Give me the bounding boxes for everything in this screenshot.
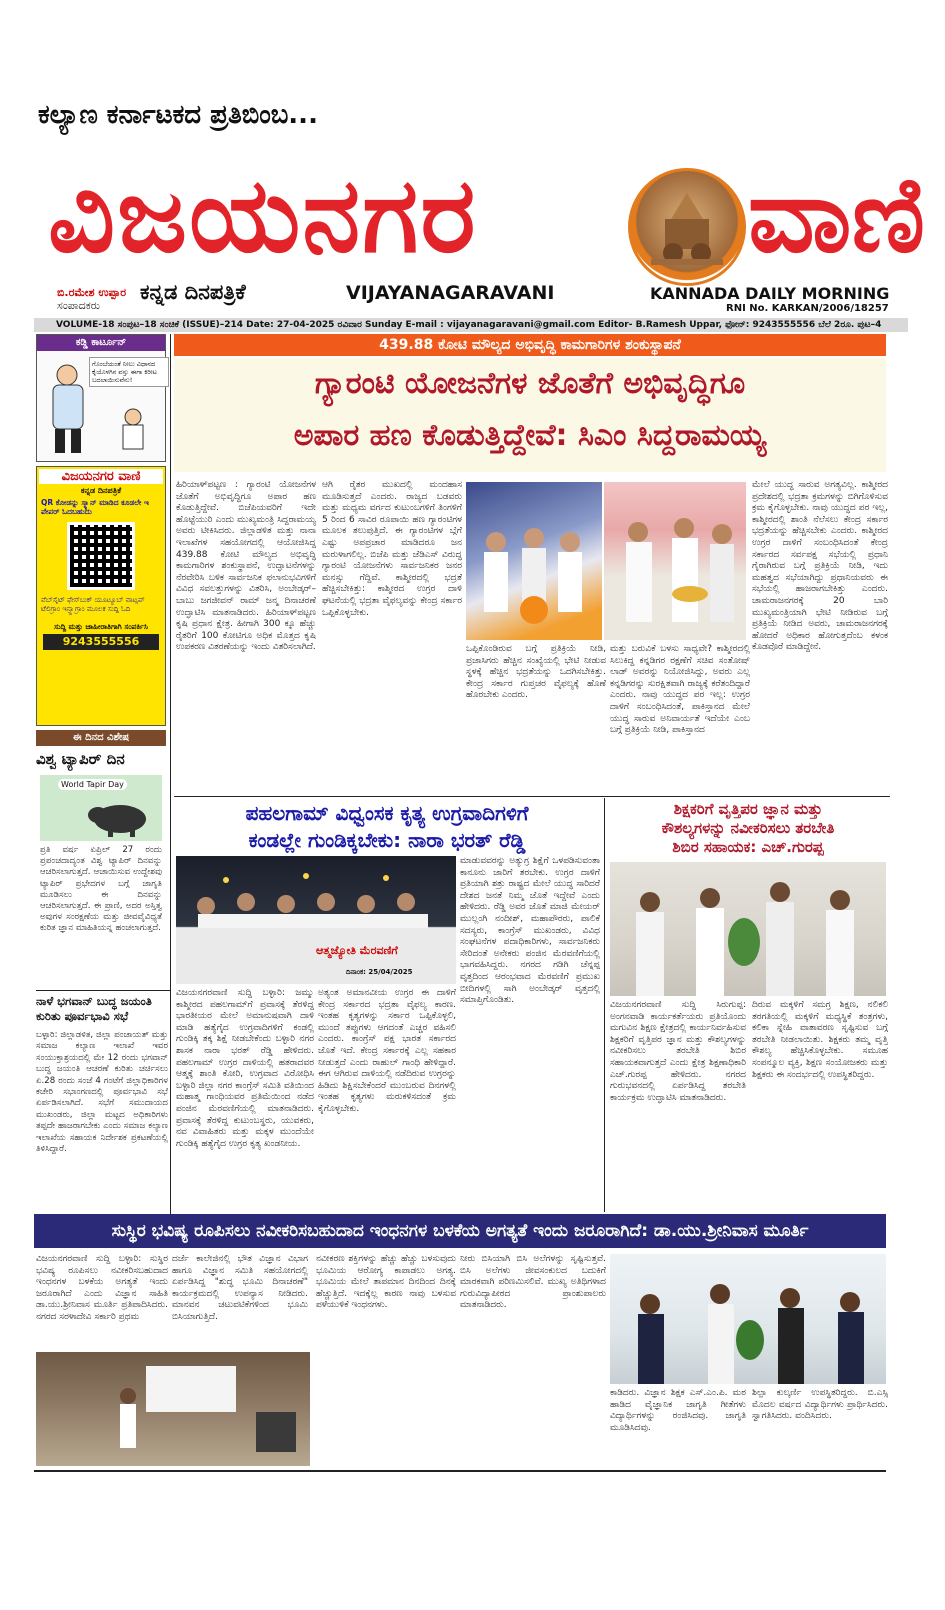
lead-column-1: ಹಿರಿಯಾಳ್‌ಪಟ್ಟಣ : ಗ್ಯಾರಂಟಿ ಯೋಜನೆಗಳ ಜೊತೆಗೆ ಅಭಿವೃದ್ಧಿಗೂ ಅಪಾರ ಹಣ ಕೊಡುತ್ತಿದ್ದೇವೆ. ಬಿಜೆಪಿಯವರಿಗೆ ಇದೇ ಹೊಟ್ಟೆಯುರಿ ಎಂದು ಮುಖ್ಯಮಂತ್ರಿ ಸಿದ್ದರಾಮಯ್ಯ ಅವರು ಟೀಕಿಸಿದರು. ಜಿಲ್ಲಾಡಳಿತ ಮತ್ತು ನಾನಾ ಇಲಾಖೆಗಳ ಸಹಯೋಗದಲ್ಲಿ ಆಯೋಜಿಸಿದ್ದ 439.88 ಕೋಟಿ ಮೌಲ್ಯದ ಅಭಿವೃದ್ಧಿ ಕಾಮಗಾರಿಗಳ ಶಂಕುಸ್ಥಾಪನೆ, ಉದ್ಘಾಟನೆಗಳನ್ನು ನೆರವೇರಿಸಿ ಬಳಿಕ ಸಾರ್ವಜನಿಕ ಫಲಾನುಭವಿಗಳಿಗೆ ವಿವಿಧ ಸವಲತ್ತುಗಳನ್ನು ವಿತರಿಸಿ, ಅಂಬೇಡ್ಕರ್–ಬಾಬು ಜಗಜೀವನ್ ರಾಮ್ ಜನ್ಮ ದಿನಾಚರಣೆ ಉದ್ಘಾಟಿಸಿ ಮಾತನಾಡಿದರು. ಹಿರಿಯಾಳ್‌ಪಟ್ಟಣ ಕೃಷಿ ಪ್ರಧಾನ ಕ್ಷೇತ್ರ. ಹೀಗಾಗಿ 300 ಕ್ಕೂ ಹೆಚ್ಚು ರೈತರಿಗೆ 100 ಕೋಟಿಗೂ ಅಧಿಕ ಮೊತ್ತದ ಕೃಷಿ ಉಪಕರಣ ವಿತರಣೆಯನ್ನು ಇಂದು ವಿತರಿಸಲಾಗಿದೆ. xyxy=(176,480,316,653)
ad-contact-label: ಸುದ್ದಿ ಮತ್ತು ಜಾಹೀರಾತಿಗಾಗಿ ಸಂಪರ್ಕಿಸಿ xyxy=(54,622,148,631)
teachers-column-a: ವಿಜಯನಗರವಾಣಿ ಸುದ್ದಿ ಸಿರುಗುಪ್ಪ: ಅಂಗನವಾಡಿ ಕಾರ್ಯಕರ್ತೆಯರು ಪ್ರತಿಯೊಂದು ಮಗುವಿನ ಶಿಕ್ಷಣ ಕ್ಷೇತ್ರದಲ್ಲಿ ಕಾರ್ಯನಿರ್ವಹಿಸುವ ಶಿಕ್ಷಕರಿಗೆ ವೃತ್ತಿಪರ ಜ್ಞಾನ ಮತ್ತು ಕೌಶಲ್ಯಗಳನ್ನು ನವೀಕರಿಸಲು ತರಬೇತಿ ಶಿಬಿರ ಸಹಾಯಕವಾಗುತ್ತದೆ ಎಂದು ಕ್ಷೇತ್ರ ಶಿಕ್ಷಣಾಧಿಕಾರಿ ಎಚ್.ಗುರಪ್ಪ ಹೇಳಿದರು. ನಗರದ ಗುರುಭವನದಲ್ಲಿ ಏರ್ಪಡಿಸಿದ್ದ ತರಬೇತಿ ಕಾರ್ಯಕ್ರಮ ಉದ್ಘಾಟಿಸಿ ಮಾತನಾಡಿದರು. xyxy=(610,1000,746,1103)
tagline: ಕಲ್ಯಾಣ ಕರ್ನಾಟಕದ ಪ್ರತಿಬಿಂಬ... xyxy=(38,100,318,130)
divider xyxy=(36,990,170,991)
special-day-heading: ಈ ದಿನದ ವಿಶೇಷ xyxy=(72,732,130,743)
lecture-hall-icon xyxy=(36,1352,310,1466)
pahalgam-headline-1: ಪಹಲಗಾಮ್ ವಿಧ್ವಂಸಕ ಕೃತ್ಯ ಉಗ್ರವಾದಿಗಳಿಗೆ xyxy=(245,801,529,825)
teachers-headline-1: ಶಿಕ್ಷಕರಿಗೆ ವೃತ್ತಿಪರ ಜ್ಞಾನ ಮತ್ತು xyxy=(673,800,823,818)
daily-english-sub: KANNADA DAILY MORNING xyxy=(650,284,890,303)
bottom-column-3: ನವೀಕರಣ ಶಕ್ತಿಗಳನ್ನು ಹೆಚ್ಚು ಹೆಚ್ಚು ಬಳಸುವುದು ಭೂಮಿಯ ಆರೋಗ್ಯ ಕಾಪಾಡಲು ಅಗತ್ಯ. ಭೂಮಿಯ ಮೇಲೆ ತಾಪಮಾನ ದಿನದಿಂದ ದಿನಕ್ಕೆ ಹೆಚ್ಚುತ್ತಿದೆ. ಇದಕ್ಕೆಲ್ಲ ಕಾರಣ ನಾವು ಬಳಸುವ ಪಳೆಯುಳಿಕೆ ಇಂಧನಗಳು. xyxy=(316,1254,456,1311)
lead-headline-box xyxy=(174,358,886,472)
rni-number: RNI No. KARKAN/2006/18257 xyxy=(726,303,889,314)
editor-name: ಬಿ.ರಮೇಶ ಉಪ್ಪಾರ xyxy=(57,286,127,299)
special-day-text: ಪ್ರತಿ ವರ್ಷ ಏಪ್ರಿಲ್ 27 ರಂದು ಪ್ರಪಂಚದಾದ್ಯಂತ ವಿಶ್ವ ಟ್ಯಾಪಿರ್ ದಿನವನ್ನು ಆಚರಿಸಲಾಗುತ್ತದೆ. ಆಚಾಯಿಸುವ ಉದ್ದೇಶವು ಟ್ಯಾಪಿರ್ ಪ್ರಭೇದಗಳ ಬಗ್ಗೆ ಜಾಗೃತಿ ಮೂಡಿಸಲು ಈ ದಿನವನ್ನು ಆಚರಿಸಲಾಗುತ್ತದೆ. ಈ ಪ್ರಾಣಿ, ಅದರ ಅಸ್ತಿತ್ವ ಅವುಗಳ ಸಂರಕ್ಷಣೆಯ ಮತ್ತು ಜೀವವೈವಿಧ್ಯತೆ ಕುರಿತ ಜ್ಞಾನ ಮಾಹಿತಿಯನ್ನ ಹಂಚಲಾಗುತ್ತದೆ. xyxy=(40,845,162,934)
buddha-headline: ನಾಳೆ ಭಗವಾನ್ ಬುದ್ಧ ಜಯಂತಿ ಕುರಿತು ಪೂರ್ವಭಾವಿ ಸಭೆ xyxy=(36,994,152,1023)
plant-ceremony-icon xyxy=(610,1254,886,1384)
lead-headline-1: ಗ್ಯಾರಂಟಿ ಯೋಜನೆಗಳ ಜೊತೆಗೆ ಅಭಿವೃದ್ಧಿಗೂ xyxy=(314,366,746,401)
special-day-head-bar xyxy=(36,730,166,746)
lead-column-4: ಮತ್ತು ಬರುವಿಕೆ ಬಳಸು ಸಾಧ್ಯವೇ? ಕಾಶ್ಮೀರದಲ್ಲಿ ಸಿಲುಕಿದ್ದ ಕನ್ನಡಿಗರ ರಕ್ಷಣೆಗೆ ಸಚಿವ ಸಂತೋಷ್ ಲಾಡ್ ಅವರನ್ನು ನಿಯೋಜಿಸಿದ್ದು, ಅವರು ಎಲ್ಲ ಕನ್ನಡಿಗರನ್ನು ಸುರಕ್ಷಿತವಾಗಿ ರಾಜ್ಯಕ್ಕೆ ಕರೆತಂದಿದ್ದಾರೆ ಎಂದರು. ನಾವು ಯುದ್ಧದ ಪರ ಇಲ್ಲ: ಉಗ್ರರ ದಾಳಿಗೆ ಸಂಬಂಧಿಸಿದಂತೆ, ಪಾಕಿಸ್ತಾನದ ಮೇಲೆ ಯುದ್ಧ ಸಾರುವ ಅನಿವಾರ್ಯತೆ ಇದೆಯೇ ಎಂಬ ಬಗ್ಗೆ ಪ್ರತಿಕ್ರಿಯೆ ನೀಡಿ, ಪಾಕಿಸ್ತಾನದ xyxy=(610,644,750,736)
column-divider xyxy=(604,798,605,1212)
lead-photo-2 xyxy=(604,482,746,640)
people-photo-icon-2 xyxy=(604,482,746,640)
bottom-column-4: ನೀರು ಬಿಸಿಯಾಗಿ ಬಿಸಿ ಅಲೆಗಳನ್ನು ಸೃಷ್ಟಿಸುತ್ತವೆ. ಬಿಸಿ ಅಲೆಗಳು ಜೀವಸಂಕುಲದ ಬದುಕಿಗೆ ಮಾರಕವಾಗಿ ಪರಿಣಮಿಸಲಿವೆ. ಮುಖ್ಯ ಅತಿಥಿಗಳಾದ ಗುರುವಿದ್ಯಾಪೀಠದ ಪ್ರಾಂಶುಪಾಲರು ಮಾತನಾಡಿದರು. xyxy=(460,1254,606,1311)
pahalgam-column-a: ವಿಜಯನಗರವಾಣಿ ಸುದ್ದಿ ಬಳ್ಳಾರಿ: ಜಮ್ಮು ಕಾಶ್ಮೀರದ ಪಹಲಗಾಮ್‌ಗೆ ಪ್ರವಾಸಕ್ಕೆ ತೆರಳಿದ್ದ ಭಾರತೀಯರ ಮೇಲೆ ಅಮಾನುಷವಾಗಿ ದಾಳಿ ಮಾಡಿ ಹತ್ಯೆಗೈದ ಉಗ್ರವಾದಿಗಳಿಗೆ ಕಂಡಲ್ಲಿ ಗುಂಡಿಕ್ಕಿ ತಕ್ಕ ಶಿಕ್ಷೆ ನೀಡಬೇಕೆಂದು ಬಳ್ಳಾರಿ ನಗರ ಶಾಸಕ ನಾರಾ ಭರತ್ ರೆಡ್ಡಿ ಹೇಳಿದರು. ಪಹಲಗಾಮ್ ಉಗ್ರರ ದಾಳಿಯಲ್ಲಿ ಹತರಾದವರ ಆತ್ಮಕ್ಕೆ ಶಾಂತಿ ಕೋರಿ, ಉಗ್ರವಾದ ವಿರೋಧಿಸಿ ಬಳ್ಳಾರಿ ಜಿಲ್ಲಾ ನಗರ ಕಾಂಗ್ರೆಸ್ ಸಮಿತಿ ವತಿಯಿಂದ ಮಹಾತ್ಮ ಗಾಂಧಿಯವರ ಪ್ರತಿಮೆಯಿಂದ ನಡೆದ ಪಂಜಿನ ಮೆರವಣಿಗೆಯಲ್ಲಿ ಮಾತನಾಡಿದರು. ಪ್ರವಾಸಕ್ಕೆ ತೆರಳಿದ್ದ ಕುಟುಂಬಸ್ಥರು, ಯುವಕರು, ನವ ವಿವಾಹಿತರು ಮತ್ತು ಮಕ್ಕಳ ಮುಂದೆಯೇ ಗುಂಡಿಕ್ಕಿ ಹತ್ಯೆಗೈದ ಉಗ್ರರ ಕೃತ್ಯ ಖಂಡನೀಯ. xyxy=(176,988,314,1149)
info-bar: VOLUME-18 ಸಂಪುಟ–18 ಸಂಚಿಕೆ (ISSUE)–214 Date: 27-04-2025 ರವಿವಾರ Sunday E-mail : vijayanagaravani@gmail.com Editor- B.Ramesh Uppar, ಫೋನ್: 9243555556 ಬೆಲೆ 2ರೂ. ಪುಟ–4 xyxy=(34,318,908,332)
cartoon-image xyxy=(37,351,165,461)
masthead-title-right: ವಾಣಿ xyxy=(748,154,926,276)
bottom-headline: ಸುಸ್ಥಿರ ಭವಿಷ್ಯ ರೂಪಿಸಲು ನವೀಕರಿಸಬಹುದಾದ ಇಂಧನಗಳ ಬಳಕೆಯ ಅಗತ್ಯತೆ ಇಂದು ಜರೂರಾಗಿದೆ: ಡಾ.ಯು.ಶ್ರೀನಿವಾಸ ಮೂರ್ತಿ xyxy=(34,1214,886,1248)
tapir-icon xyxy=(84,797,154,837)
banner-text: ಆತ್ಮಜ್ಯೋತಿ ಮೆರವಣಿಗೆ xyxy=(316,944,398,957)
editor-role: ಸಂಪಾದಕರು xyxy=(57,299,101,312)
teachers-column-b: ದಿರುವ ಮಕ್ಕಳಿಗೆ ಸಮಗ್ರ ಶಿಕ್ಷಣ, ನಲಿಕಲಿ ತರಗತಿಯಲ್ಲಿ ಮಕ್ಕಳಿಗೆ ಮಧ್ಯಸ್ಥಿಕೆ ತಂತ್ರಗಳು, ಕಲಿಕಾ ಸ್ನೇಹಿ ವಾತಾವರಣ ಸೃಷ್ಟಿಸುವ ಬಗ್ಗೆ ತರಬೇತಿ ನೀಡಲಾಯಿತು. ಶಿಕ್ಷಕರು ತಮ್ಮ ವೃತ್ತಿ ಕೌಶಲ್ಯ ಹೆಚ್ಚಿಸಿಕೊಳ್ಳಬೇಕು. ಸಮೂಹ ಸಂಪನ್ಮೂಲ ವ್ಯಕ್ತಿ, ಶಿಕ್ಷಣ ಸಂಯೋಜಕರು ಮತ್ತು ಶಿಕ್ಷಕರು ಈ ಸಂದರ್ಭದಲ್ಲಿ ಉಪಸ್ಥಿತರಿದ್ದರು. xyxy=(752,1000,888,1080)
crowd-photo-icon xyxy=(176,856,456,984)
divider xyxy=(174,796,890,797)
cartoon-figure-icon xyxy=(41,361,101,457)
lead-kicker: 439.88 ಕೋಟಿ ಮೌಲ್ಯದ ಅಭಿವೃದ್ಧಿ ಕಾಮಗಾರಿಗಳ ಶಂಕುಸ್ಥಾಪನೆ xyxy=(174,334,886,356)
bottom-column-5: ಕಾಡಿದರು. ವಿಜ್ಞಾನ ಶಿಕ್ಷಕ ಎಸ್.ಎಂ.ಪಿ. ಮಠ ಹಾಡಿದ ವೈಜ್ಞಾನಿಕ ಜಾಗೃತಿ ಗೀತೆಗಳು ವಿದ್ಯಾರ್ಥಿಗಳನ್ನು ರಂಜಿಸಿದವು. ಜಾಗೃತಿ ಮೂಡಿಸಿದವು. xyxy=(610,1388,746,1433)
pahalgam-headline-2: ಕಂಡಲ್ಲೇ ಗುಂಡಿಕ್ಕಬೇಕು: ನಾರಾ ಭರತ್ ರೆಡ್ಡಿ xyxy=(248,828,526,852)
e-paper-ad xyxy=(36,466,166,726)
cartoon-speech: ಗೊಂಬೆಯಂತೆ ನೀಲು ವಿಧಾನದ ಕೈಯೊಳಗಿನ ವಸ್ತು ಈಗಾ ಕಿರೀಟ ಬದಲಾಯಿಸುವೆನು! xyxy=(89,357,169,387)
ad-qr-text: QR ಕೋಡನ್ನು ಸ್ಕ್ಯಾನ್ ಮಾಡಿದ ಕೂಡಲೇ ಇ ಪೇಪರ್ ಓದಬಹುದು xyxy=(41,498,149,516)
banner-date: ದಿನಾಂಕ: 25/04/2025 xyxy=(346,968,413,976)
cartoon-box xyxy=(36,334,166,462)
buddha-text: ಬಳ್ಳಾರಿ: ಜಿಲ್ಲಾಡಳಿತ, ಜಿಲ್ಲಾ ಪಂಚಾಯತ್ ಮತ್ತು ಸಮಾಜ ಕಲ್ಯಾಣ ಇಲಾಖೆ ಇವರ ಸಂಯುಕ್ತಾಶ್ರಯದಲ್ಲಿ ಮೇ 12 ರಂದು ಭಗವಾನ್ ಬುದ್ಧ ಜಯಂತಿ ಆಚರಣೆ ಕುರಿತು ಚರ್ಚಿಸಲು ಏ.28 ರಂದು ಸಂಜೆ 4 ಗಂಟೆಗೆ ಜಿಲ್ಲಾಧಿಕಾರಿಗಳ ಕಚೇರಿ ಸಭಾಂಗಣದಲ್ಲಿ ಪೂರ್ವಭಾವಿ ಸಭೆ ಏರ್ಪಡಿಸಲಾಗಿದೆ. ಸಭೆಗೆ ಸಮುದಾಯದ ಮುಖಂಡರು, ಜಿಲ್ಲಾ ಮಟ್ಟದ ಅಧಿಕಾರಿಗಳು ತಪ್ಪದೇ ಹಾಜರಾಗಬೇಕು ಎಂದು ಸಮಾಜ ಕಲ್ಯಾಣ ಇಲಾಖೆಯ ಸಹಾಯಕ ನಿರ್ದೇಶಕ ಪ್ರಕಟಣೆಯಲ್ಲಿ ತಿಳಿಸಿದ್ದಾರೆ. xyxy=(36,1030,168,1155)
teachers-headline-box xyxy=(608,800,888,858)
bottom-column-1: ವಿಜಯನಗರವಾಣಿ ಸುದ್ದಿ ಬಳ್ಳಾರಿ: ಸುಸ್ಥಿರ ಭವಿಷ್ಯ ರೂಪಿಸಲು ನವೀಕರಿಸಬಹುದಾದ ಇಂಧನಗಳ ಬಳಕೆಯ ಅಗತ್ಯತೆ ಇಂದು ಜರೂರಾಗಿದೆ ಎಂದು ವಿಜ್ಞಾನ ಸಾಹಿತಿ ಡಾ.ಯು.ಶ್ರೀನಿವಾಸ ಮೂರ್ತಿ ಪ್ರತಿಪಾದಿಸಿದರು. ನಗರದ ಸರಳಾದೇವಿ ಸರ್ಕಾರಿ ಪ್ರಥಮ xyxy=(36,1254,168,1322)
plant-ceremony-photo xyxy=(610,1254,886,1384)
daily-kannada: ಕನ್ನಡ ದಿನಪತ್ರಿಕೆ xyxy=(140,280,246,304)
editor-credit xyxy=(57,286,126,312)
lead-photo-1 xyxy=(466,482,602,640)
column-divider xyxy=(170,334,171,1214)
lead-column-2: ಆಗಿ ರೈತರ ಮುಖದಲ್ಲಿ ಮಂದಹಾಸ ಮೂಡಿಸುತ್ತದೆ ಎಂದರು. ರಾಜ್ಯದ ಬಡವರು ಮತ್ತು ಮಧ್ಯಮ ವರ್ಗದ ಕುಟುಂಬಗಳಿಗೆ ತಿಂಗಳಿಗೆ 5 ರಿಂದ 6 ಸಾವಿರ ರೂಪಾಯಿ ಹಣ ಗ್ಯಾರಂಟಿಗಳ ಮೂಲಕ ತಲುಪುತ್ತಿದೆ. ಈ ಗ್ಯಾರಂಟಿಗಳ ಬ್ಗೆಗೆ ಎಷ್ಟು ಅಪಪ್ರಚಾರ ಮಾಡಿದರೂ ಜನ ಮರುಳಾಗಲಿಲ್ಲ. ಬಿಜೆಪಿ ಮತ್ತು ಜೆಡಿಎಸ್ ವಿರುದ್ಧ ಗ್ಯಾರಂಟಿ ಯೋಜನೆಗಳು ಸಾರ್ವಜನಿಕರ ಜನರ ಮನಸ್ಸು ಗೆದ್ದಿವೆ. ಕಾಶ್ಮೀರದಲ್ಲಿ ಭದ್ರತೆ ಹೆಚ್ಚಿಸಬೇಕಿತ್ತು: ಕಾಶ್ಮೀರದ ಉಗ್ರರ ದಾಳಿ ಘಟನೆಯಲ್ಲಿ ಭದ್ರತಾ ವೈಫಲ್ಯವನ್ನು ಕೇಂದ್ರ ಸರ್ಕಾರ ಒಪ್ಪಿಕೊಳ್ಳಬೇಕು. xyxy=(322,480,462,618)
tapir-image xyxy=(40,775,162,841)
pahalgam-headline-box xyxy=(174,800,600,854)
ad-title: ವಿಜಯನಗರ ವಾಣಿ xyxy=(39,469,163,484)
masthead xyxy=(48,150,926,280)
lecture-photo xyxy=(36,1352,310,1466)
pahalgam-column-b: ಅತ್ಯಂತ ಅಮಾನವೀಯ ಉಗ್ರರ ಈ ದಾಳಿಗೆ ಕೇಂದ್ರ ಸರ್ಕಾರದ ಭದ್ರತಾ ವೈಫಲ್ಯ ಕಾರಣ. ಇಂತಹ ಕೃತ್ಯಗಳನ್ನು ಸರ್ಕಾರ ಒಪ್ಪಿಕೊಳ್ಳಲಿ, ಮುಂದೆ ತಪ್ಪುಗಳು ಆಗದಂತೆ ಎಚ್ಚರ ವಹಿಸಲಿ ಎಂದರು. ಕಾಂಗ್ರೆಸ್ ಪಕ್ಷ ಭಾರತ ಸರ್ಕಾರದ ಜೊತೆ ಇದೆ. ಕೇಂದ್ರ ಸರ್ಕಾರಕ್ಕೆ ಎಲ್ಲ ಸಹಕಾರ ನೀಡುತ್ತದೆ ಎಂದು ರಾಹುಲ್ ಗಾಂಧಿ ಹೇಳಿದ್ದಾರೆ. ಈಗ ಆಗಿರುವ ದಾಳಿಯಲ್ಲಿ ನಡೆದಿರುವ ಉಗ್ರರನ್ನು ಹಿಡಿದು ಶಿಕ್ಷಿಸಬೇಕೆಂದರೆ ಮುಂಬರುವ ದಿನಗಳಲ್ಲಿ ಇಂತಹ ಕೃತ್ಯಗಳು ಮರುಕಳಿಸದಂತೆ ಕ್ರಮ ಕೈಗೊಳ್ಳಬೇಕು. xyxy=(318,988,456,1114)
cartoon-figure-small-icon xyxy=(111,407,155,457)
teachers-headline-2: ಕೌಶಲ್ಯಗಳನ್ನು ನವೀಕರಿಸಲು ತರಬೇತಿ xyxy=(661,819,835,837)
page-bottom-rule xyxy=(34,1470,886,1472)
special-day-title: ವಿಶ್ವ ಟ್ಯಾಪಿರ್ ದಿನ xyxy=(36,750,125,768)
candle-march-photo xyxy=(176,856,456,984)
ad-social-list: ವೆಬ್‌ಸೈಟ್ ಫೇಸ್‌ಬುಕ್ ಯೂಟ್ಯೂಬ್ ವಾಟ್ಸಪ್ ಟೆಲಿಗ್ರಾಂ ಇನ್ಸ್ಟಾಗ್ರಾಂ ಮೂಲಕ ಸುದ್ದಿ ಓದಿ xyxy=(41,596,145,613)
teachers-headline-3: ಶಿಬಿರ ಸಹಾಯಕ: ಎಚ್.ಗುರಪ್ಪ xyxy=(672,838,824,856)
ad-phone[interactable]: 9243555556 xyxy=(43,634,159,650)
qr-code-icon[interactable] xyxy=(67,522,135,590)
people-photo-icon xyxy=(466,482,602,640)
lead-headline-2: ಅಪಾರ ಹಣ ಕೊಡುತ್ತಿದ್ದೇವೆ: ಸಿಎಂ ಸಿದ್ದರಾಮಯ್ಯ xyxy=(293,418,767,453)
lead-column-3: ಮೇಲೆ ಯುದ್ಧ ಸಾರುವ ಅಗತ್ಯವಿಲ್ಲ. ಕಾಶ್ಮೀರದ ಪ್ರದೇಶದಲ್ಲಿ ಭದ್ರತಾ ಕ್ರಮಗಳನ್ನು ಬಿಗಿಗೊಳಿಸುವ ಕ್ರಮ ಕೈಗೊಳ್ಳಬೇಕು. ನಾವು ಯುದ್ಧದ ಪರ ಇಲ್ಲ, ಕಾಶ್ಮೀರದಲ್ಲಿ ಶಾಂತಿ ನೆಲೆಸಲು ಕೇಂದ್ರ ಸರ್ಕಾರ ಭದ್ರತೆಯನ್ನು ಹೆಚ್ಚಿಸಬೇಕು ಎಂದರು. ಕಾಶ್ಮೀರದ ಉಗ್ರರ ದಾಳಿಗೆ ಸಂಬಂಧಿಸಿದಂತೆ ಕೇಂದ್ರ ಸರ್ಕಾರದ ಸರ್ವಪಕ್ಷ ಸಭೆಯಲ್ಲಿ ಪ್ರಧಾನಿ ಗೈರಾಗಿರುವ ಬಗ್ಗೆ ಪ್ರತಿಕ್ರಿಯೆ ನೀಡಿ, ಇದು ಮಹತ್ವದ ಸಭೆಯಾಗಿದ್ದು ಪ್ರಧಾನಿಯವರು ಈ ಸಭೆಯಲ್ಲಿ ಹಾಜರಾಗಬೇಕಿತ್ತು ಎಂದರು. ಚಾಮರಾಜನಗರಕ್ಕೆ 20 ಬಾರಿ ಮುಖ್ಯಮಂತ್ರಿಯಾಗಿ ಭೇಟಿ ನೀಡಿರುವ ಬಗ್ಗೆ ಪ್ರತಿಕ್ರಿಯೆ ನೀಡಿದ ಅವರು, ಚಾಮರಾಜನಗರಕ್ಕೆ ಹೋದರೆ ಅಧಿಕಾರ ಹೋಗುತ್ತದೆಂಬ ಕಳಂಕ ಕೊಡವೊರೆ ಮಾಡಿದ್ದೇನೆ. xyxy=(752,480,888,653)
tapir-label: World Tapir Day xyxy=(58,779,127,790)
daily-english: VIJAYANAGARAVANI xyxy=(346,282,555,304)
masthead-title-left: ವಿಜಯನಗರ xyxy=(48,154,478,276)
cartoon-heading: ಕಡ್ಡಿ ಕಾರ್ಟೂನ್ xyxy=(37,335,165,351)
lead-photo-caption-column: ಒಪ್ಪಿಕೊಂಡಿರುವ ಬಗ್ಗೆ ಪ್ರತಿಕ್ರಿಯೆ ನೀಡಿ, ಪ್ರಜಾಸಿಗರು ಹೆಚ್ಚಿನ ಸಂಖ್ಯೆಯಲ್ಲಿ ಭೇಟಿ ನೀಡುವ ಸ್ಥಳಕ್ಕೆ ಹೆಚ್ಚಿನ ಭದ್ರತೆಯನ್ನು ಒದಗಿಸಬೇಕಿತ್ತು. ಕೇಂದ್ರ ಸರ್ಕಾರ ಗುಪ್ತಚರ ವೈಫಲ್ಯಕ್ಕೆ ಹೊಣೆ ಹೊರಬೇಕು ಎಂದರು. xyxy=(466,644,606,701)
hampi-chariot-logo-icon xyxy=(628,168,746,286)
bottom-column-6: ಶಿಲ್ಪಾ ಕುಲ್ಕರ್ಣಿ ಉಪಸ್ಥಿತರಿದ್ದರು. ಬಿ.ಎಸ್ಸಿ ಮೊದಲ ವರ್ಷದ ವಿದ್ಯಾರ್ಥಿಗಳು ಪ್ರಾರ್ಥಿಸಿದರು. ಸ್ವಾಗತಿಸಿದರು. ವಂದಿಸಿದರು. xyxy=(752,1388,888,1422)
teachers-photo xyxy=(610,862,886,996)
bottom-column-2: ದರ್ಜೆ ಕಾಲೇಜಿನಲ್ಲಿ ಭೌತ ವಿಜ್ಞಾನ ವಿಭಾಗ ಹಾಗೂ ವಿಜ್ಞಾನ ಸಮಿತಿ ಸಹಯೋಗದಲ್ಲಿ ಏರ್ಪಡಿಸಿದ್ದ "ಶುದ್ಧ ಭೂಮಿ ದಿನಾಚರಣೆ" ಕಾರ್ಯಕ್ರಮದಲ್ಲಿ ಉಪನ್ಯಾಸ ನೀಡಿದರು. ಮಾನವನ ಚಟುವಟಿಕೆಗಳಿಂದ ಭೂಮಿ ಬಿಸಿಯಾಗುತ್ತಿದೆ. xyxy=(172,1254,308,1322)
ad-subtitle: ಕನ್ನಡ ದಿನಪತ್ರಿಕೆ xyxy=(80,486,122,495)
teachers-people-icon xyxy=(610,862,886,996)
pahalgam-column-right: ಮಾಡುವವರನ್ನು ಅತ್ಯುಗ್ರ ಶಿಕ್ಷೆಗೆ ಒಳಪಡಿಸುವಂತಾ ಕಾನೂನು ಜಾರಿಗೆ ತರಬೇಕು. ಉಗ್ರರ ದಾಳಿಗೆ ಪ್ರತಿಯಾಗಿ ಶತ್ರು ರಾಷ್ಟ್ರದ ಮೇಲೆ ಯುದ್ಧ ಸಾರಿದರೆ ದೇಶದ ಜನತೆ ನಿಮ್ಮ ಜೊತೆ ಇದ್ದೇವೆ ಎಂದು ಹೇಳಿದರು. ರೆಡ್ಡಿ ಅವರ ಜೊತೆ ಮಾಜಿ ಮೇಯರ್ ಮುಲ್ಲಂಗಿ ನಂದೀಶ್, ಮಹಾಪೌರರು, ಪಾಲಿಕೆ ಸದಸ್ಯರು, ಕಾಂಗ್ರೆಸ್ ಮುಖಂಡರು, ವಿವಿಧ ಸಂಘಟನೆಗಳ ಪದಾಧಿಕಾರಿಗಳು, ಸಾರ್ವಜನಿಕರು ಸೇರಿದಂತೆ ಅನೇಕರು ಪಂಜಿನ ಮೆರವಣಿಗೆಯಲ್ಲಿ ಭಾಗವಹಿಸಿದ್ದರು. ನಗರದ ಗಡಿಗಿ ಚೆನ್ನಪ್ಪ ವೃತ್ತದಿಂದ ಆರಂಭವಾದ ಮೆರವಣಿಗೆ ಪ್ರಮುಖ ಬೀದಿಗಳಲ್ಲಿ ಸಾಗಿ ಅಂಬೇಡ್ಕರ್ ವೃತ್ತದಲ್ಲಿ ಸಮಾಪ್ತಿಗೊಂಡಿತು. xyxy=(460,856,600,1006)
